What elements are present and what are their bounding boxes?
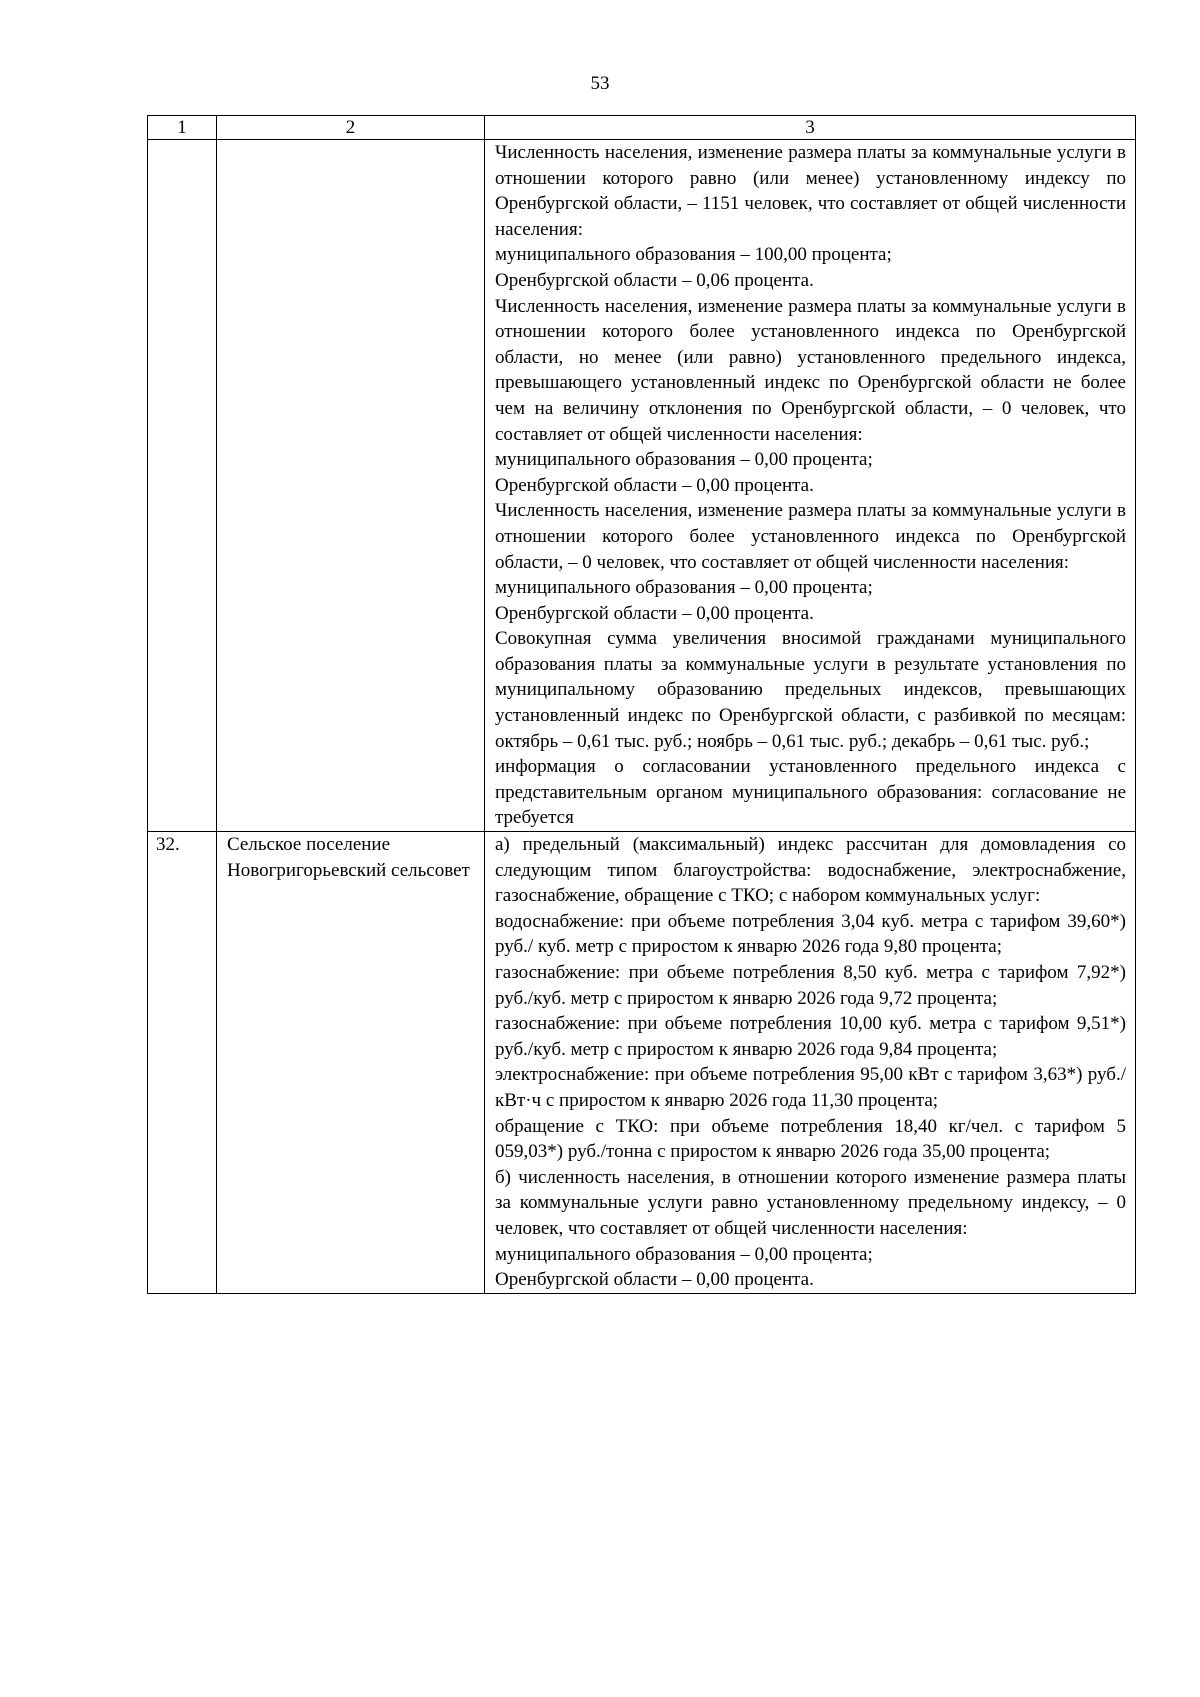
description-cell [485,140,1136,832]
settlement-name: Сельское поселение Новогригорьевский сельсовет [217,832,485,1294]
paragraph: газоснабжение: при объеме потребления 8,50 куб. метра с тарифом 7,92*) руб./куб. метр с приростом к январю 2026 года 9,72 процента; [495,962,1126,1009]
description-cell [485,832,1136,1294]
paragraph: муниципального образования – 0,00 процента; [495,1243,873,1265]
table-row [148,140,1136,832]
page-number: 53 [590,73,610,94]
row-number: 32. [148,832,217,1294]
paragraph: муниципального образования – 0,00 процента; [495,577,873,599]
data-table [147,115,1136,1294]
table-row [148,832,1136,1294]
paragraph: электроснабжение: при объеме потребления 95,00 кВт с тарифом 3,63*) руб./кВт·ч с приростом к январю 2026 года 11,30 процента; [495,1064,1126,1111]
paragraph: Оренбургской области – 0,06 процента. [495,269,814,291]
paragraph: Оренбургской области – 0,00 процента. [495,1269,814,1291]
paragraph: Численность населения, изменение размера платы за коммунальные услуги в отношении которого более установленного индекса по Оренбургской области, – 0 человек, что составляет от общей численности населения: [495,500,1126,573]
paragraph: муниципального образования – 100,00 процента; [495,244,892,266]
paragraph: Численность населения, изменение размера платы за коммунальные услуги в отношении которого более установленного индекса по Оренбургской области, но менее (или равно) установленного предельного индекса, превышающего установленный индекс по Оренбургской области не более чем на величину отклонения по Оренбургской области, – 0 человек, что составляет от общей численности населения: [495,295,1126,445]
paragraph: Численность населения, изменение размера платы за коммунальные услуги в отношении которого равно (или менее) установленному индексу по Оренбургской области, – 1151 человек, что составляет от общей численности населения: [495,142,1126,240]
row-number [148,140,217,832]
paragraph: информация о согласовании установленного предельного индекса с представительным органом муниципального образования: согласование не требуется [495,756,1126,829]
paragraph: водоснабжение: при объеме потребления 3,04 куб. метра с тарифом 39,60*) руб./ куб. метр с приростом к январю 2026 года 9,80 процента; [495,910,1126,958]
header-cell-1: 1 [148,116,217,140]
paragraph: Оренбургской области – 0,00 процента. [495,474,814,496]
paragraph: Оренбургской области – 0,00 процента. [495,602,814,624]
paragraph: муниципального образования – 0,00 процента; [495,449,873,471]
table-header-row [148,116,1136,140]
paragraph: Совокупная сумма увеличения вносимой гражданами муниципального образования платы за коммунальные услуги в результате установления по муниципальному образованию предельных индексов, превышающих установленный индекс по Оренбургской области, с разбивкой по месяцам: октябрь – 0,61 тыс. руб.; ноябрь – 0,61 тыс. руб.; декабрь – 0,61 тыс. руб.; [495,628,1126,752]
paragraph: газоснабжение: при объеме потребления 10,00 куб. метра с тарифом 9,51*) руб./куб. метр с приростом к январю 2026 года 9,84 процента; [495,1013,1126,1060]
settlement-name [217,140,485,832]
paragraph: обращение с ТКО: при объеме потребления 18,40 кг/чел. с тарифом 5 059,03*) руб./тонна с приростом к январю 2026 года 35,00 процента; [495,1115,1126,1163]
paragraph: б) численность населения, в отношении которого изменение размера платы за коммунальные услуги равно установленному предельному индексу, – 0 человек, что составляет от общей численности населения: [495,1166,1126,1239]
paragraph: а) предельный (максимальный) индекс рассчитан для домовладения со следующим типом благоустройства: водоснабжение, электроснабжение, газоснабжение, обращение с ТКО; с набором коммунальных услуг: [495,834,1126,907]
header-cell-2: 2 [217,116,485,140]
header-cell-3: 3 [485,116,1136,140]
